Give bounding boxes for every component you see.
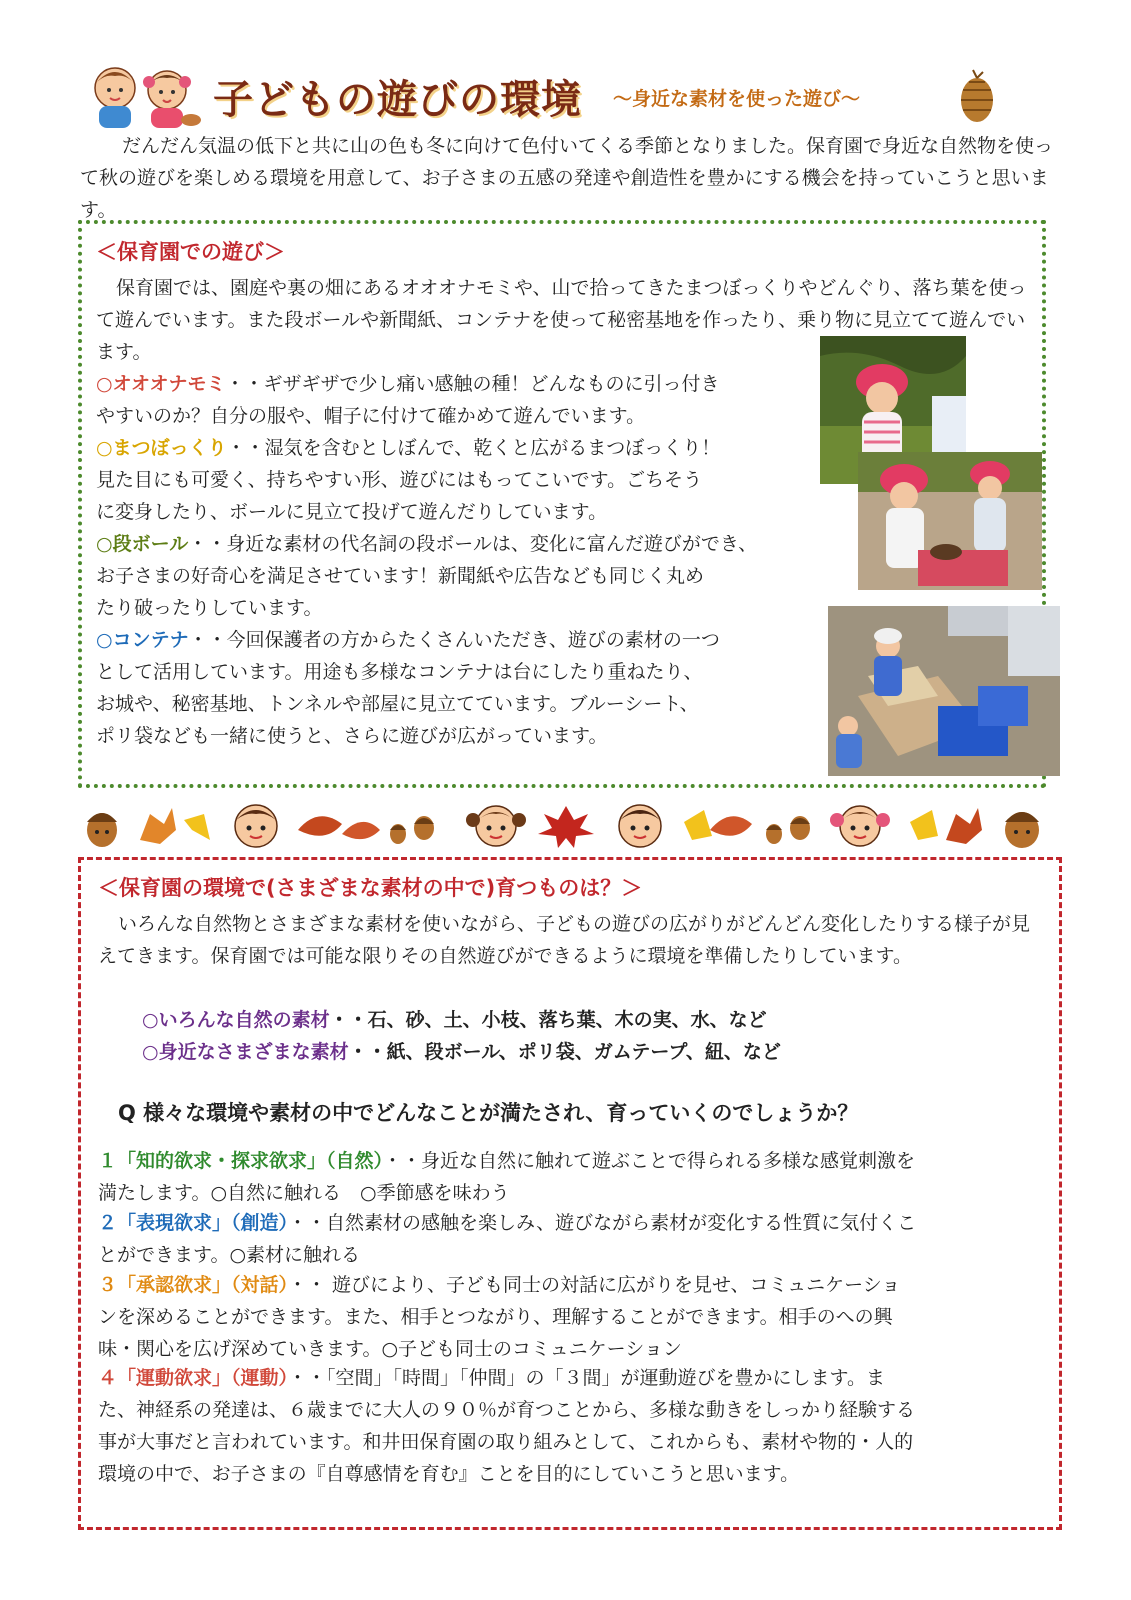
leaf-icon [946, 808, 982, 844]
material-natural: ○いろんな自然の素材・・石、砂、土、小枝、落ち葉、木の実、水、など [142, 1009, 767, 1031]
need-heading: １「知的欲求・探求欲求」（自然） [98, 1150, 384, 1172]
ginkgo-leaf-icon [910, 810, 938, 840]
item-label: ○コンテナ [96, 629, 189, 651]
acorn-icon [390, 816, 434, 844]
item-label: ○オオオナモミ [96, 373, 226, 395]
material-label: ○身近なさまざまな素材 [142, 1041, 349, 1063]
leaf-icon [298, 816, 342, 835]
girl-face-icon [466, 806, 526, 846]
page-title: 子どもの遊びの環境 [213, 77, 582, 123]
leaf-icon [140, 808, 176, 844]
section-play-title: ＜保育園での遊び＞ [96, 240, 285, 264]
section-play-intro: 保育園では、園庭や裏の畑にあるオオオナモミや、山で拾ってきたまつぼっくりやどんぐり、落ち葉を使って遊んでいます。また段ボールや新聞紙、コンテナを使って秘密基地を作ったり、乗り物に見立てて遊んでいます。 [96, 277, 1027, 363]
children-illustration-icon [85, 60, 205, 130]
ginkgo-leaf-icon [684, 810, 712, 840]
material-everyday: ○身近なさまざまな素材・・紙、段ボール、ポリ袋、ガムテープ、紐、など [142, 1041, 781, 1063]
photo-children-playing [858, 452, 1042, 590]
acorn-face-icon [1005, 812, 1039, 848]
maple-leaf-icon [538, 806, 594, 848]
child-face-icon [619, 805, 661, 847]
item-danboru: ○段ボール・・身近な素材の代名詞の段ボールは、変化に富んだ遊びができ、 お子さまの好奇心を満足させています！新聞紙や広告なども同じく丸め たり破ったりしています。 [96, 533, 758, 619]
ginkgo-leaf-icon [184, 814, 210, 840]
pinecone-icon [947, 66, 1007, 126]
leaf-icon [342, 822, 380, 839]
need-item-4: ４「運動欲求」（運動）・・「空間」「時間」「仲間」の「３間」が運動遊びを豊かにします。ま た、神経系の発達は、６歳までに大人の９０％が育つことから、多様な動きをしっかり経験する 事が大事だと言われています。和井田保育園の取り組みとして、これからも、素材や物的・人的 環境の中で、お子さまの『自尊感情を育む』ことを目的にしていこうと思います。 [98, 1367, 916, 1485]
need-heading: ３「承認欲求」（対話） [98, 1274, 289, 1296]
intro-paragraph [80, 130, 1060, 226]
page-subtitle: ～身近な素材を使った遊び～ [613, 88, 861, 110]
acorn-icon [766, 816, 810, 844]
need-item-1: １「知的欲求・探求欲求」（自然）・・身近な自然に触れて遊ぶことで得られる多様な感覚刺激を 満たします。○自然に触れる ○季節感を味わう [98, 1150, 916, 1204]
item-matsubokkuri: ○まつぼっくり・・湿気を含むとしぼんで、乾くと広がるまつぼっくり！ 見た目にも可愛く、持ちやすい形、遊びにはもってこいです。ごちそう に変身したり、ボールに見立て投げて遊んだりしています。 [96, 437, 721, 523]
header [85, 60, 1045, 130]
child-face-icon [235, 805, 277, 847]
material-label: ○いろんな自然の素材 [142, 1009, 330, 1031]
item-label: ○まつぼっくり [96, 437, 227, 459]
section-growth-title: ＜保育園の環境で(さまざまな素材の中で)育つものは？＞ [98, 876, 643, 900]
need-item-3: ３「承認欲求」（対話）・・ 遊びにより、子ども同士の対話に広がりを見せ、コミュニケーショ ンを深めることができます。また、相手とつながり、理解することができます。相手のへの興 味・関心を広げ深めていきます。○子ども同士のコミュニケーション [98, 1274, 901, 1360]
need-item-2: ２「表現欲求」（創造）・・自然素材の感触を楽しみ、遊びながら素材が変化する性質に気付くこ とができます。○素材に触れる [98, 1212, 917, 1266]
girl-face-icon [830, 806, 890, 846]
item-container: ○コンテナ・・今回保護者の方からたくさんいただき、遊びの素材の一つ として活用しています。用途も多様なコンテナは台にしたり重ねたり、 お城や、秘密基地、トンネルや部屋に見立てています。ブルーシート、 ポリ袋なども一緒に使うと、さらに遊びが広がっています。 [96, 629, 720, 747]
photo-container-play [828, 606, 1060, 776]
question-heading: Q 様々な環境や素材の中でどんなことが満たされ、育っていくのでしょうか？ [118, 1101, 859, 1125]
leaf-icon [710, 816, 752, 835]
need-heading: ４「運動欲求」（運動） [98, 1367, 289, 1389]
autumn-decoration-row [80, 800, 1050, 852]
section-growth-intro: いろんな自然物とさまざまな素材を使いながら、子どもの遊びの広がりがどんどん変化したりする様子が見えてきます。保育園では可能な限りその自然遊びができるように環境を準備したりしています。 [98, 913, 1031, 967]
need-heading: ２「表現欲求」（創造） [98, 1212, 289, 1234]
acorn-icon [87, 813, 117, 847]
intro-text: だんだん気温の低下と共に山の色も冬に向けて色付いてくる季節となりました。保育園で身近な自然物を使って秋の遊びを楽しめる環境を用意して、お子さまの五感の発達や創造性を豊かにする機会を持っていこうと思います。 [80, 135, 1054, 221]
item-onamomi: ○オオオナモミ・・ギザギザで少し痛い感触の種！どんなものに引っ付き やすいのか？自分の服や、帽子に付けて確かめて遊んでいます。 [96, 373, 720, 427]
item-label: ○段ボール [96, 533, 189, 555]
